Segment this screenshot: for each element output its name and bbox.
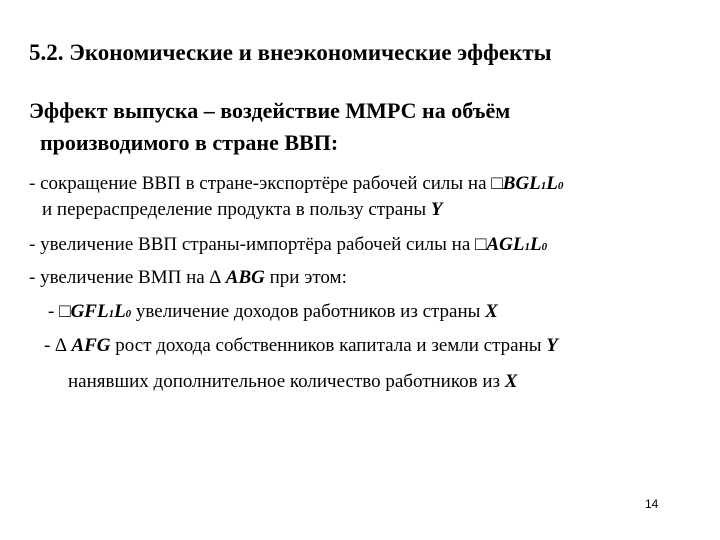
area-subscript: 0	[125, 308, 132, 320]
bullet-text: и перераспределение продукта в пользу страны	[42, 199, 431, 220]
bullet-text-suffix: рост дохода собственников капитала и земли страны	[110, 335, 547, 356]
triangle-label: AFG	[71, 335, 111, 356]
area-subscript: 1	[108, 308, 115, 320]
area-label-tail: L	[529, 234, 542, 255]
bullet-text-suffix: при этом:	[264, 267, 347, 288]
sub-bullet-continuation	[68, 370, 517, 394]
area-subscript: 1	[540, 180, 547, 192]
bullet-gwp-increase	[29, 266, 347, 290]
triangle-label: ABG	[225, 267, 265, 288]
area-label: BGL	[502, 173, 541, 194]
bullet-text: - увеличение ВМП на	[29, 267, 210, 288]
area-label: GFL	[70, 301, 109, 322]
bullet-redistribution	[42, 198, 443, 222]
subtitle-line-1: Эффект выпуска – воздействие ММРС на объём	[29, 98, 511, 123]
country-label: X	[485, 301, 498, 322]
slide-title: 5.2. Экономические и внеэкономические эффекты	[29, 40, 552, 65]
sub-bullet-worker-income	[48, 300, 498, 326]
slide-subtitle	[29, 95, 689, 159]
bullet-text-suffix: увеличение доходов работников из страны	[131, 301, 486, 322]
bullet-text: - увеличение ВВП страны-импортёра рабочей силы на	[29, 234, 475, 255]
delta-symbol: ∆	[55, 335, 72, 356]
bullet-gdp-decrease-exporter	[29, 172, 563, 198]
country-label: Y	[546, 335, 558, 356]
square-symbol: □	[491, 173, 503, 194]
area-subscript: 1	[524, 241, 530, 253]
area-label-tail: L	[546, 173, 558, 194]
bullet-gdp-increase-importer	[29, 233, 547, 259]
bullet-text: -	[44, 335, 56, 356]
square-symbol: □	[475, 234, 487, 255]
bullet-text: нанявших дополнительное количество работников из	[68, 371, 505, 392]
sub-bullet-owner-income	[44, 334, 558, 358]
area-subscript: 0	[557, 180, 564, 192]
subtitle-line-2: производимого в стране ВВП:	[40, 130, 339, 155]
area-label: AGL	[486, 234, 525, 255]
area-label-tail: L	[114, 301, 126, 322]
delta-symbol: ∆	[209, 267, 226, 288]
country-label: X	[504, 371, 518, 392]
bullet-text: - сокращение ВВП в стране-экспортёре рабочей силы на	[29, 173, 492, 194]
page-number: 14	[645, 497, 659, 511]
square-symbol: □	[59, 301, 71, 322]
bullet-text: -	[48, 301, 60, 322]
country-label: Y	[430, 199, 443, 220]
area-subscript: 0	[541, 241, 548, 253]
